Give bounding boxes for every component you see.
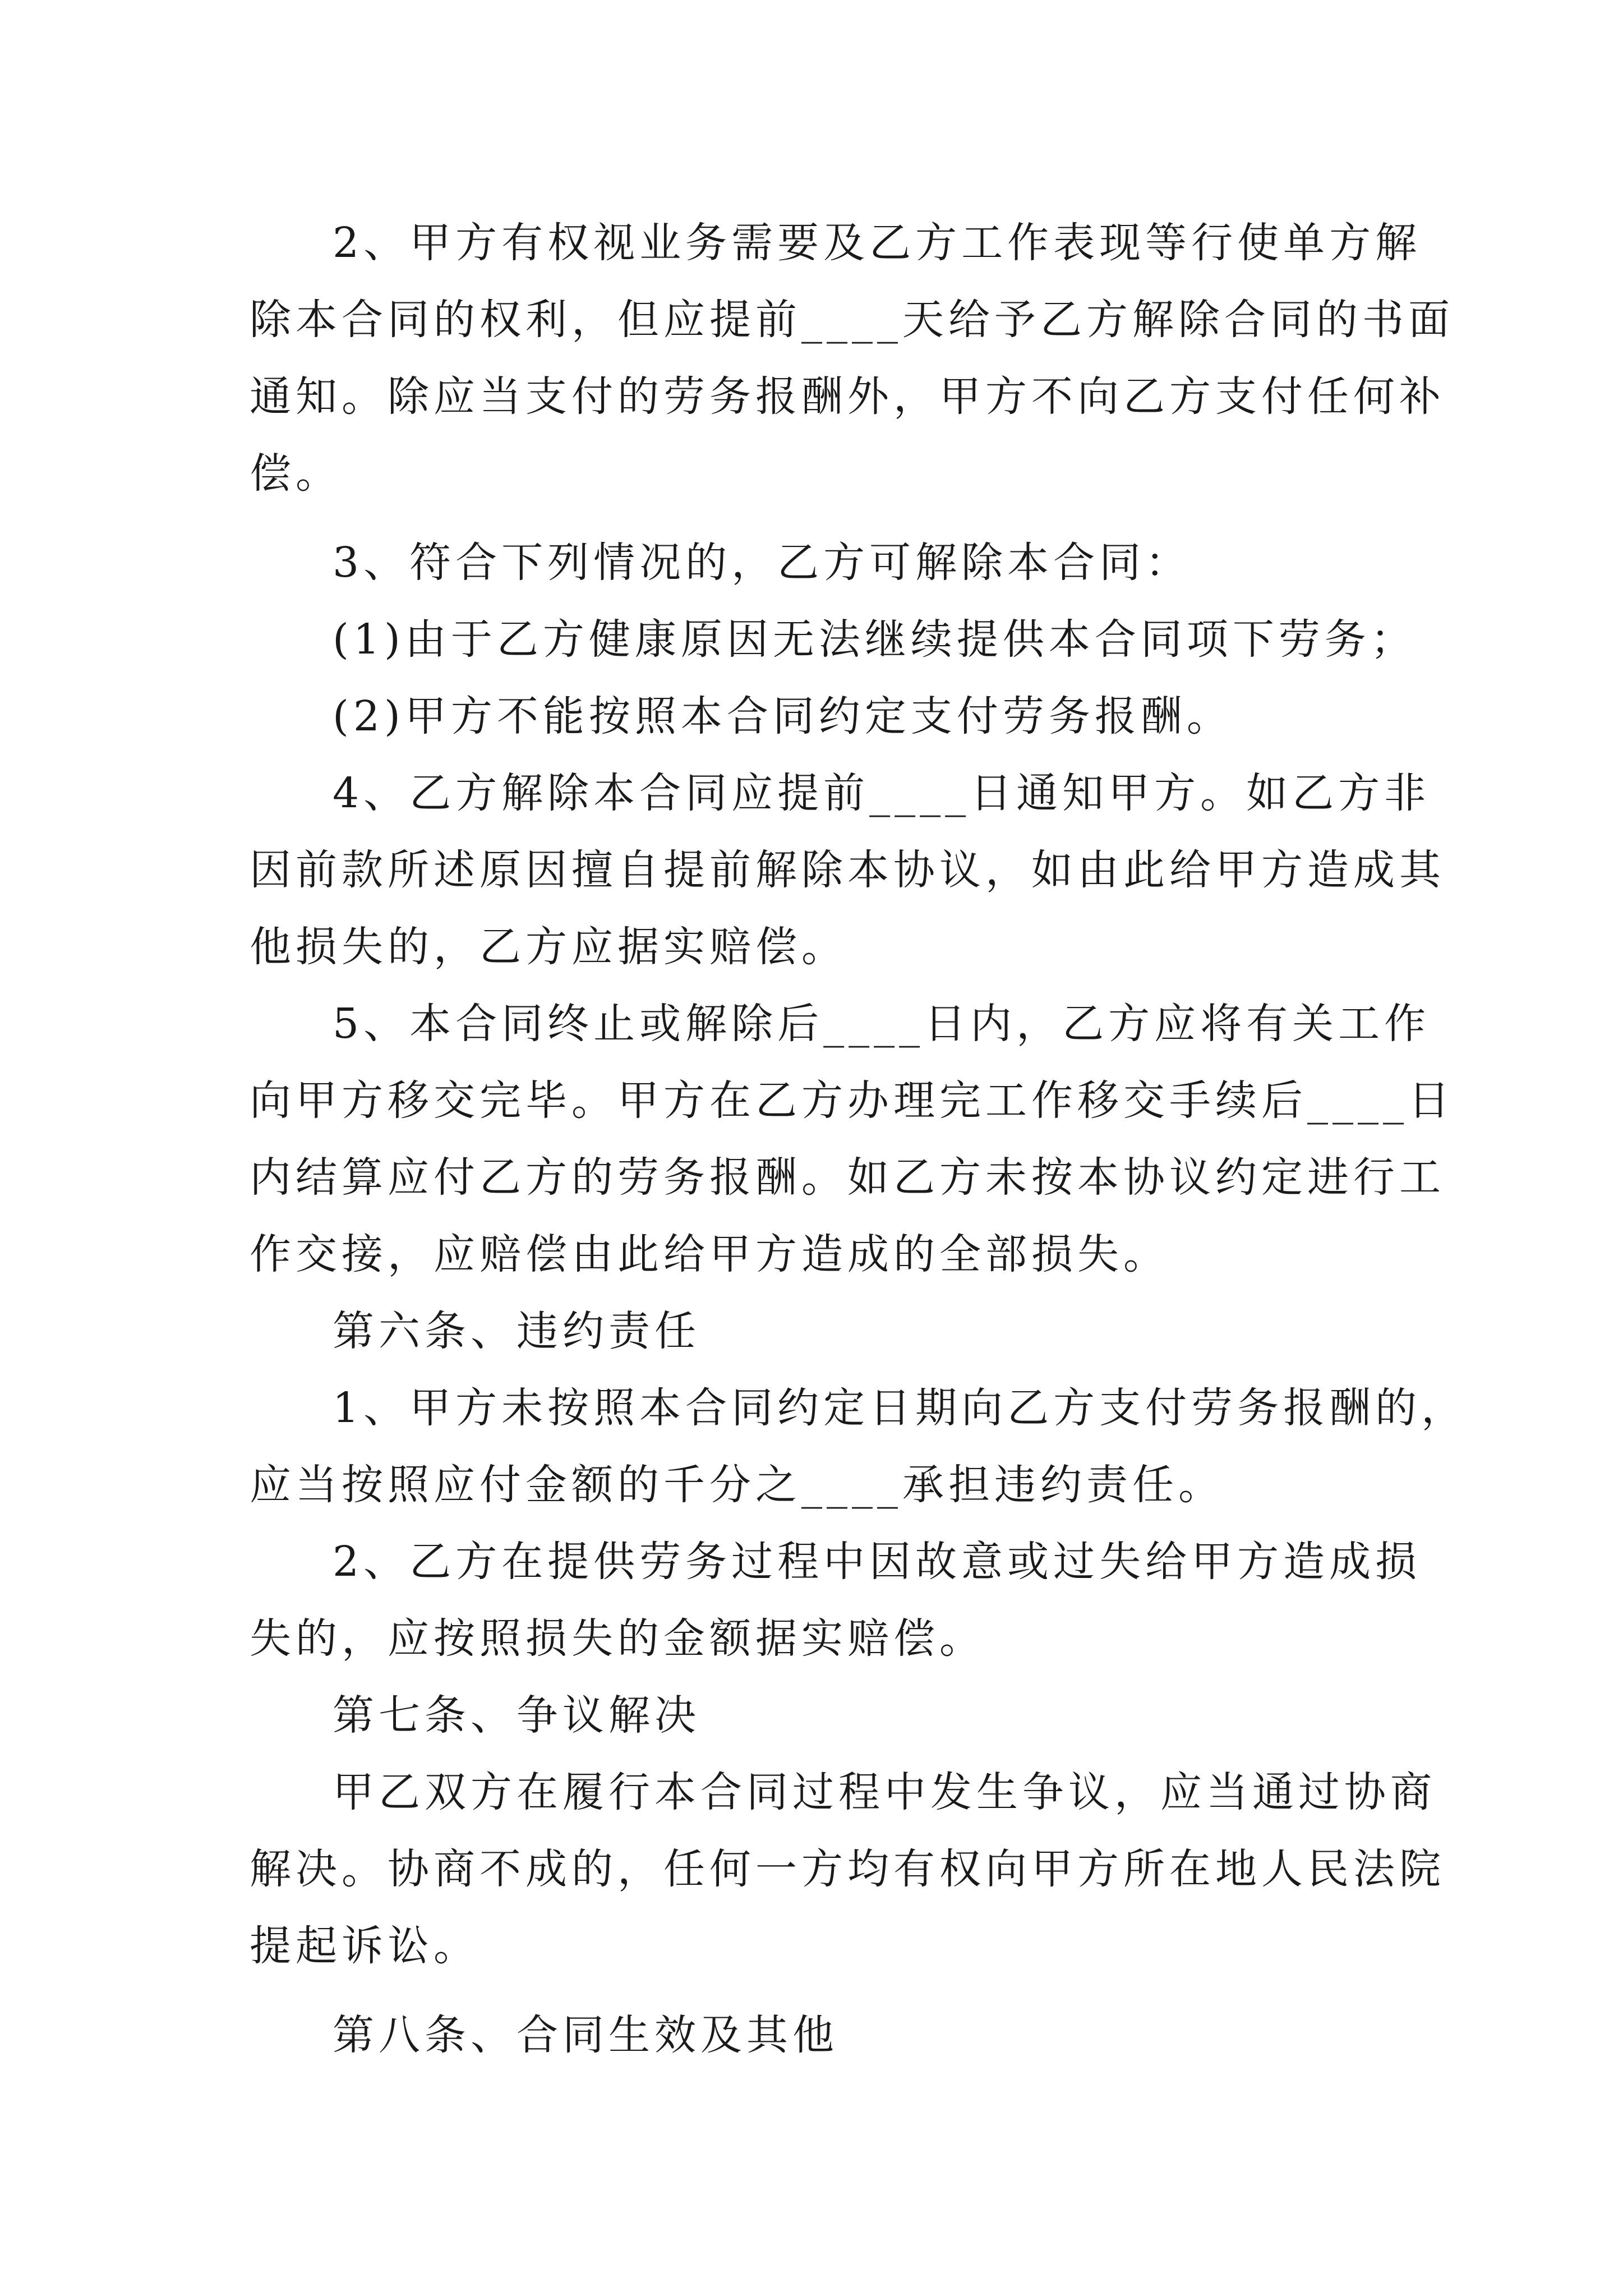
- paragraph-line: 偿。: [250, 449, 342, 498]
- paragraph-line: 内结算应付乙方的劳务报酬。如乙方未按本协议约定进行工: [250, 1153, 1445, 1202]
- paragraph-line: 5、本合同终止或解除后____日内，乙方应将有关工作: [333, 1000, 1431, 1048]
- section-heading: 第七条、争议解决: [333, 1691, 700, 1740]
- paragraph-line: 解决。协商不成的，任何一方均有权向甲方所在地人民法院: [250, 1845, 1445, 1893]
- paragraph-line: 甲乙双方在履行本合同过程中发生争议，应当通过协商: [333, 1768, 1436, 1816]
- paragraph-line: 他损失的，乙方应据实赔偿。: [250, 923, 847, 971]
- paragraph-line: 4、乙方解除本合同应提前____日通知甲方。如乙方非: [333, 769, 1431, 817]
- paragraph-line: 2、甲方有权视业务需要及乙方工作表现等行使单方解: [333, 219, 1422, 267]
- paragraph-line: 应当按照应付金额的千分之____承担违约责任。: [250, 1461, 1224, 1509]
- paragraph-line: (2)甲方不能按照本合同约定支付劳务报酬。: [333, 692, 1233, 740]
- paragraph-line: 通知。除应当支付的劳务报酬外，甲方不向乙方支付任何补: [250, 372, 1445, 421]
- paragraph-line: 因前款所述原因擅自提前解除本协议，如由此给甲方造成其: [250, 846, 1445, 894]
- paragraph-line: 1、甲方未按照本合同约定日期向乙方支付劳务报酬的，: [333, 1384, 1468, 1432]
- paragraph-line: 向甲方移交完毕。甲方在乙方办理完工作移交手续后____日: [250, 1076, 1454, 1125]
- paragraph-line: 提起诉讼。: [250, 1922, 479, 1970]
- section-heading: 第八条、合同生效及其他: [333, 2011, 838, 2059]
- section-heading: 第六条、违约责任: [333, 1307, 700, 1355]
- paragraph-line: 3、符合下列情况的，乙方可解除本合同：: [333, 539, 1192, 587]
- paragraph-line: 2、乙方在提供劳务过程中因故意或过失给甲方造成损: [333, 1538, 1422, 1586]
- paragraph-line: 失的，应按照损失的金额据实赔偿。: [250, 1614, 985, 1663]
- paragraph-line: (1)由于乙方健康原因无法继续提供本合同项下劳务；: [333, 615, 1417, 664]
- paragraph-line: 作交接，应赔偿由此给甲方造成的全部损失。: [250, 1230, 1169, 1278]
- document-body: [250, 205, 1468, 2074]
- paragraph-line: 除本合同的权利，但应提前____天给予乙方解除合同的书面: [250, 296, 1454, 344]
